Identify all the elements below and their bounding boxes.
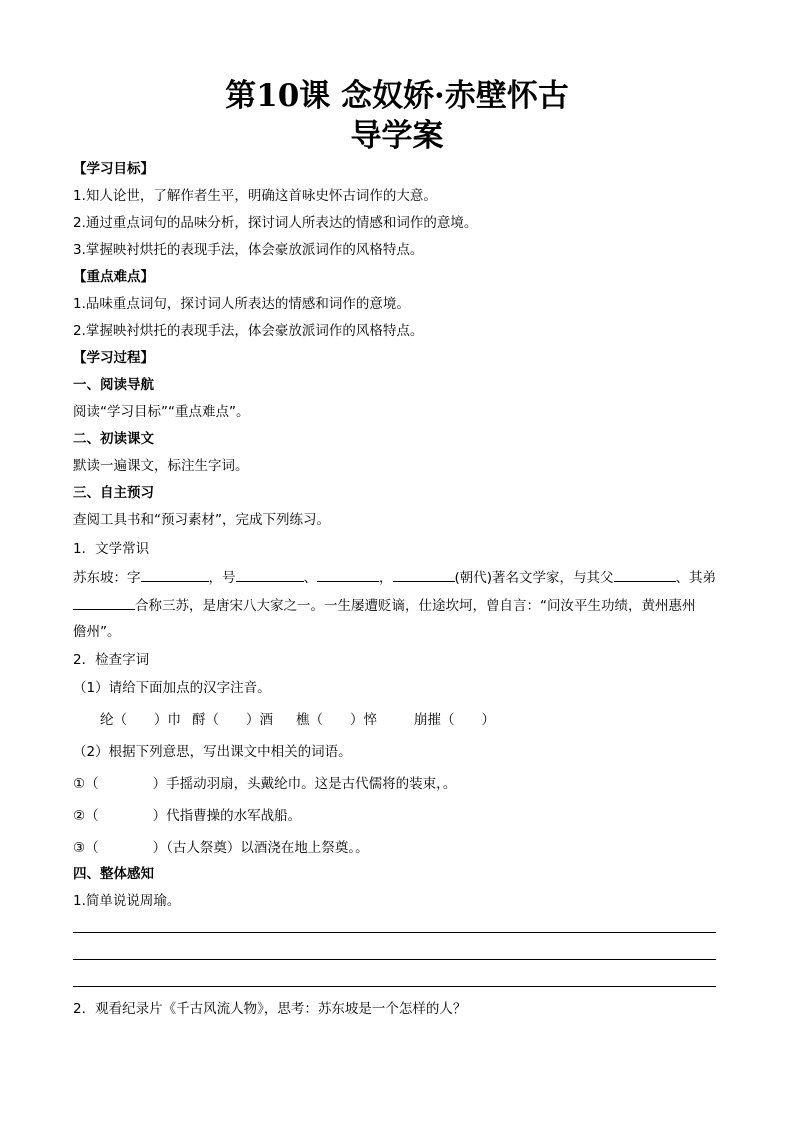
text-fragment: ，号 — [208, 570, 236, 586]
answer-line[interactable] — [73, 932, 716, 933]
goals-heading: 【学习目标】 — [73, 161, 154, 177]
section-text: 默读一遍课文，标注生字词。 — [73, 458, 249, 474]
question-text: 2．观看纪录片《千古风流人物》，思考：苏东坡是一个怎样的人？ — [73, 1001, 467, 1017]
sub-question: （2）根据下列意思，写出课文中相关的词语。 — [73, 744, 352, 760]
answer-line[interactable] — [73, 986, 716, 987]
pinyin-item[interactable]: 纶（ ）巾 — [100, 712, 181, 728]
literary-fill-line — [73, 596, 696, 615]
key-item: 1.品味重点词句，探讨词人所表达的情感和词作的意境。 — [73, 296, 410, 312]
meaning-item[interactable]: ①（ ）手摇动羽扇，头戴纶巾。这是古代儒将的装束，。 — [73, 776, 457, 792]
section-heading: 二、初读课文 — [73, 431, 154, 447]
pinyin-item[interactable]: 崩摧（ ） — [414, 712, 495, 728]
goal-item: 3.掌握映衬烘托的表现手法，体会豪放派词作的风格特点。 — [73, 242, 424, 258]
pinyin-item[interactable]: 酹（ ）酒 — [192, 712, 273, 728]
process-heading: 【学习过程】 — [73, 350, 154, 366]
literary-fill-line: 儋州”。 — [73, 624, 121, 640]
section-text: 查阅工具书和“预习素材”，完成下列练习。 — [73, 512, 330, 528]
text-fragment: 苏东坡：字 — [73, 570, 141, 586]
question-label: 1．文学常识 — [73, 541, 150, 557]
section-text: 阅读“学习目标”“重点难点”。 — [73, 404, 250, 420]
literary-fill-line — [73, 568, 716, 587]
page-subtitle: 导学案 — [350, 118, 444, 154]
question-text: 1.简单说说周瑜。 — [73, 893, 181, 909]
section-heading: 四、整体感知 — [73, 866, 154, 882]
answer-blank[interactable] — [614, 568, 676, 582]
section-heading: 一、阅读导航 — [73, 377, 154, 393]
goal-item: 2.通过重点词句的品味分析，探讨词人所表达的情感和词作的意境。 — [73, 215, 478, 231]
keys-heading: 【重点难点】 — [73, 269, 154, 285]
text-fragment: (朝代)著名文学家，与其父 — [454, 570, 614, 586]
text-fragment: 、 — [303, 570, 317, 586]
answer-line[interactable] — [73, 959, 716, 960]
text-fragment: 、其弟 — [675, 570, 717, 586]
key-item: 2.掌握映衬烘托的表现手法，体会豪放派词作的风格特点。 — [73, 323, 424, 339]
answer-blank[interactable] — [393, 568, 455, 582]
sub-question: （1）请给下面加点的汉字注音。 — [73, 680, 271, 696]
page-title: 第10课 念奴娇·赤壁怀古 — [225, 78, 569, 114]
text-fragment: ， — [379, 570, 393, 586]
answer-blank[interactable] — [73, 596, 135, 610]
meaning-item[interactable]: ②（ ）代指曹操的水军战船。 — [73, 808, 302, 824]
goal-item: 1.知人论世，了解作者生平，明确这首咏史怀古词作的大意。 — [73, 188, 437, 204]
answer-blank[interactable] — [236, 568, 304, 582]
answer-blank[interactable] — [317, 568, 379, 582]
section-heading: 三、自主预习 — [73, 485, 154, 501]
question-label: 2．检查字词 — [73, 652, 150, 668]
pinyin-item[interactable]: 樵（ ）悴 — [296, 712, 377, 728]
text-fragment: 合称三苏，是唐宋八大家之一。一生屡遭贬谪，仕途坎坷，曾自言：“问汝平生功绩，黄州惠州 — [135, 598, 696, 614]
answer-blank[interactable] — [141, 568, 209, 582]
meaning-item[interactable]: ③（ ）（古人祭奠）以酒浇在地上祭奠。。 — [73, 840, 369, 856]
